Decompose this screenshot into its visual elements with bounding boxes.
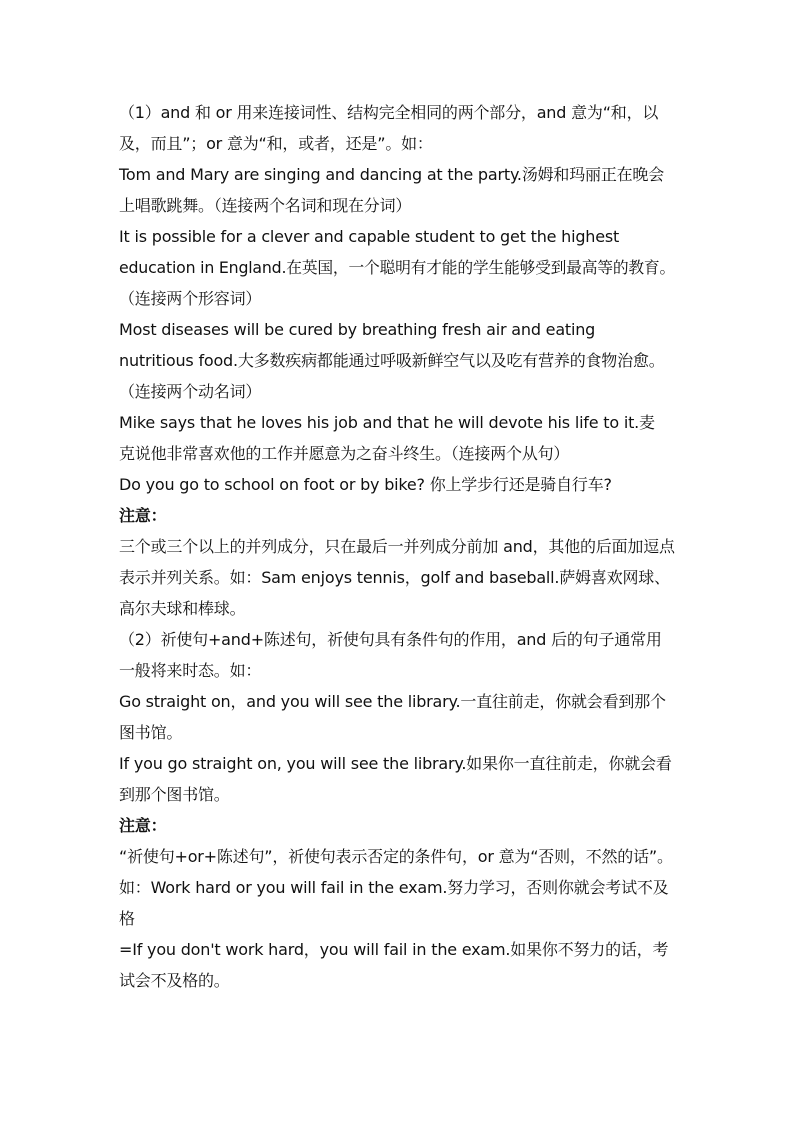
text-line: 图书馆。 [119, 723, 183, 742]
text-line: 试会不及格的。 [119, 971, 230, 990]
text-line: Most diseases will be cured by breathing fresh air and eating [119, 320, 596, 339]
text-line: If you go straight on, you will see the library.如果你一直往前走，你就会看 [119, 754, 672, 773]
text-line: 格 [119, 909, 135, 928]
text-line: Go straight on，and you will see the library.一直往前走，你就会看到那个 [119, 692, 666, 711]
text-line: （2）祈使句+and+陈述句，祈使句具有条件句的作用，and 后的句子通常用 [119, 630, 662, 649]
text-line: It is possible for a clever and capable student to get the highest [119, 227, 620, 246]
text-line: 如：Work hard or you will fail in the exam.努力学习，否则你就会考试不及 [119, 878, 669, 897]
document-body [119, 97, 679, 996]
text-line: 到那个图书馆。 [119, 785, 230, 804]
text-line: 上唱歌跳舞。（连接两个名词和现在分词） [119, 196, 412, 215]
text-line: 及，而且”；or 意为“和，或者，还是”。如： [119, 134, 433, 153]
text-line: Do you go to school on foot or by bike? 你上学步行还是骑自行车? [119, 475, 612, 494]
text-line: （1）and 和 or 用来连接词性、结构完全相同的两个部分，and 意为“和，以 [119, 103, 659, 122]
text-line: Tom and Mary are singing and dancing at the party.汤姆和玛丽正在晚会 [119, 165, 665, 184]
text-line: （连接两个形容词） [119, 289, 262, 308]
text-line: education in England.在英国，一个聪明有才能的学生能够受到最高等的教育。 [119, 258, 676, 277]
text-line: 三个或三个以上的并列成分，只在最后一并列成分前加 and，其他的后面加逗点 [119, 537, 675, 556]
text-line: 克说他非常喜欢他的工作并愿意为之奋斗终生。（连接两个从句） [119, 444, 570, 463]
text-line: 表示并列关系。如：Sam enjoys tennis，golf and baseball.萨姆喜欢网球、 [119, 568, 670, 587]
text-line: （连接两个动名词） [119, 382, 262, 401]
text-line: Mike says that he loves his job and that he will devote his life to it.麦 [119, 413, 655, 432]
text-line: “祈使句+or+陈述句”，祈使句表示否定的条件句，or 意为“否则，不然的话”。 [119, 847, 673, 866]
text-line: 一般将来时态。如： [119, 661, 262, 680]
text-line: =If you don't work hard，you will fail in the exam.如果你不努力的话，考 [119, 940, 669, 959]
text-line: nutritious food.大多数疾病都能通过呼吸新鲜空气以及吃有营养的食物治愈。 [119, 351, 665, 370]
note-heading: 注意： [119, 506, 167, 525]
text-line: 高尔夫球和棒球。 [119, 599, 246, 618]
note-heading: 注意： [119, 816, 167, 835]
